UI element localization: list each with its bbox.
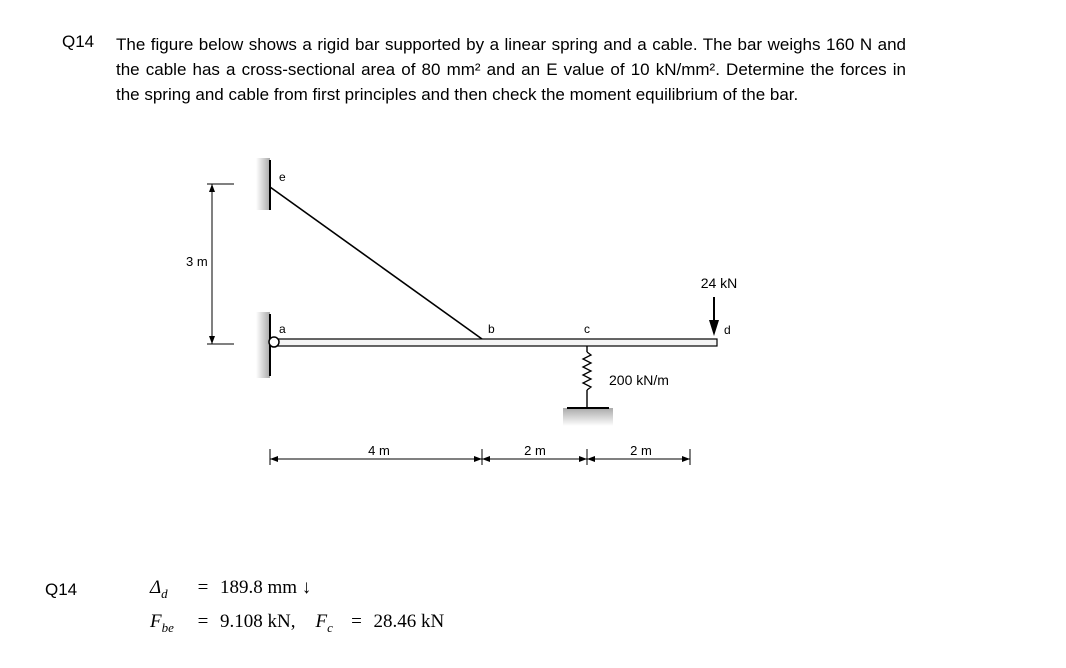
cable-be	[270, 187, 482, 339]
spring-stiffness-label: 200 kN/m	[609, 372, 669, 388]
height-dimension	[207, 184, 234, 344]
delta-value: 189.8 mm ↓	[220, 577, 312, 598]
rigid-bar	[276, 339, 717, 346]
label-b: b	[488, 322, 495, 336]
question-paragraph: The figure below shows a rigid bar supported by a linear spring and a cable. The bar weighs 160 N and the cable has a cross-sectional area of 80 mm² and an E value of 10 kN/mm². Determine the forces in the spring and cable from first principles and then check the moment equilibrium of the bar.	[116, 35, 906, 104]
span-2-label: 2 m	[524, 443, 546, 458]
fc-value: 28.46 kN	[373, 610, 445, 632]
load-label: 24 kN	[700, 275, 738, 291]
answer-deflection: $\Delta_d = 189.8$ mm ↓	[150, 574, 444, 608]
span-1-label: 4 m	[368, 443, 390, 458]
span-dimension	[270, 449, 690, 465]
height-dimension-label: 3 m	[186, 254, 208, 269]
answer-number: Q14	[45, 580, 78, 599]
label-c: c	[584, 322, 590, 336]
delta-symbol: $\Delta_d$	[150, 577, 168, 601]
label-e: e	[279, 170, 286, 184]
upper-wall-support	[256, 158, 270, 210]
answer-forces: $F_{be} = 9.108$ kN, $F_c = 28.46$ kN	[150, 608, 444, 642]
spring-c	[563, 346, 613, 426]
label-a: a	[279, 322, 286, 336]
fbe-symbol: $F_{be}$	[150, 610, 174, 635]
span-3-label: 2 m	[630, 443, 652, 458]
pin-a	[269, 337, 279, 347]
lower-wall-support	[256, 312, 270, 378]
fc-symbol: $F_c$	[315, 610, 333, 635]
load-arrow-d	[709, 297, 719, 336]
fbe-value: 9.108 kN,	[220, 610, 296, 632]
label-d: d	[724, 323, 731, 337]
question-number: Q14	[62, 32, 95, 51]
answers-block	[150, 574, 444, 642]
